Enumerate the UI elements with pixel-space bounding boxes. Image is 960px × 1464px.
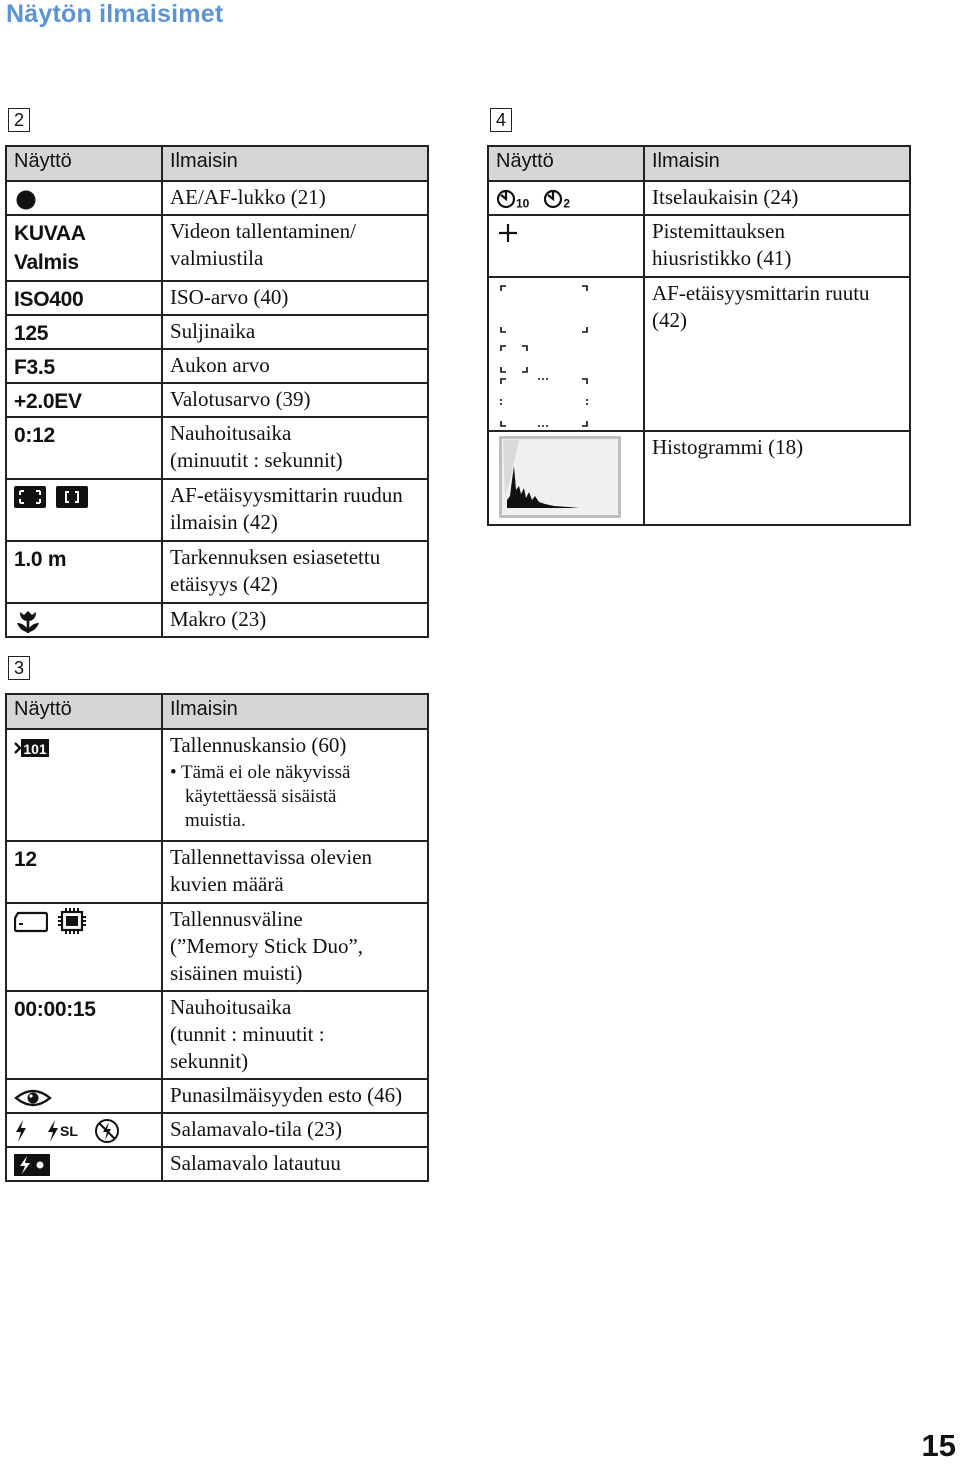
- table-row-text: Salamavalo latautuu: [162, 1147, 428, 1181]
- table-row: [6, 181, 428, 215]
- table-row-text: ISO-arvo (40): [162, 281, 428, 315]
- table-row: [488, 181, 910, 215]
- self-timer-2-icon: [543, 187, 570, 211]
- table-row-text: Tarkennuksen esiasetettu etäisyys (42): [162, 541, 428, 603]
- section-4-number: 4: [490, 108, 512, 132]
- table-row: [6, 903, 428, 991]
- section-4-table: [487, 145, 911, 526]
- table-row-text: Tallennusväline (”Memory Stick Duo”, sisäinen muisti): [162, 903, 428, 991]
- slow-sync-label: SL: [60, 1123, 78, 1139]
- table-row-text: Nauhoitusaika (minuutit : sekunnit): [162, 417, 428, 479]
- table-row: [6, 1113, 428, 1147]
- table-row: [6, 841, 428, 903]
- memory-stick-icon: [14, 911, 48, 933]
- table-row-symbol: KUVAA Valmis: [14, 222, 86, 274]
- page-title: Näytön ilmaisimet: [6, 0, 224, 28]
- af-range-finder-wide-icon: [14, 486, 46, 508]
- svg-text:101: 101: [23, 741, 47, 757]
- table-row: [6, 729, 428, 841]
- table-row-text: AF-etäisyysmittarin ruutu (42): [644, 277, 910, 431]
- self-timer-10-label: 10: [516, 196, 530, 211]
- table-row: [6, 349, 428, 383]
- section-3-number: 3: [8, 656, 30, 680]
- table-header-row: [6, 694, 428, 729]
- header-ilmaisin: Ilmaisin: [162, 694, 428, 729]
- table-row: [6, 417, 428, 479]
- table-row: [488, 277, 910, 431]
- table-row: [6, 215, 428, 281]
- section-3-table: [5, 693, 429, 1182]
- table-row-symbol: +2.0EV: [14, 390, 82, 413]
- table-row: [6, 603, 428, 637]
- table-row: [6, 541, 428, 603]
- ae-af-lock-dot-icon: [14, 188, 38, 212]
- table-row: [6, 1147, 428, 1181]
- table-row: [6, 1079, 428, 1113]
- section-2-table: [5, 145, 429, 638]
- table-row-symbol: F3.5: [14, 356, 55, 379]
- header-naytto: Näyttö: [488, 146, 644, 181]
- macro-flower-icon: [14, 608, 42, 636]
- table-row: [6, 479, 428, 541]
- table-row-text: Valotusarvo (39): [162, 383, 428, 417]
- af-range-finder-frame-icon: [496, 283, 596, 427]
- header-naytto: Näyttö: [6, 146, 162, 181]
- table-row: [6, 315, 428, 349]
- folder-101-icon: [14, 737, 50, 759]
- table-row-text: Makro (23): [162, 603, 428, 637]
- red-eye-reduction-icon: [14, 1086, 52, 1110]
- spot-metering-crosshair-icon: [496, 221, 520, 245]
- flash-auto-icon: [14, 1119, 28, 1143]
- self-timer-2-label: 2: [563, 196, 571, 211]
- table-header-row: [6, 146, 428, 181]
- table-row: [6, 991, 428, 1079]
- table-row-text: Aukon arvo: [162, 349, 428, 383]
- table-row-symbol: 0:12: [14, 424, 55, 447]
- table-row-text: AF-etäisyysmittarin ruudun ilmaisin (42): [162, 479, 428, 541]
- header-ilmaisin: Ilmaisin: [644, 146, 910, 181]
- section-2-number: 2: [8, 108, 30, 132]
- header-ilmaisin: Ilmaisin: [162, 146, 428, 181]
- table-row: [488, 215, 910, 277]
- table-row-text: Tallennuskansio (60): [170, 733, 347, 757]
- table-row-symbol: ISO400: [14, 288, 84, 311]
- flash-charging-icon: [14, 1154, 50, 1176]
- table-row-text: Videon tallentaminen/ valmiustila: [162, 215, 428, 281]
- table-row: [6, 383, 428, 417]
- histogram-icon: [499, 436, 621, 518]
- self-timer-10-icon: [496, 187, 529, 211]
- table-row-text: Histogrammi (18): [644, 431, 910, 525]
- table-row-symbol: 00:00:15: [14, 998, 96, 1021]
- table-row-text: Salamavalo-tila (23): [162, 1113, 428, 1147]
- table-row-text: Suljinaika: [162, 315, 428, 349]
- flash-off-icon: [94, 1118, 120, 1144]
- table-row-text: AE/AF-lukko (21): [162, 181, 428, 215]
- table-row: [488, 431, 910, 525]
- table-row-text: Tallennettavissa olevien kuvien määrä: [162, 841, 428, 903]
- table-row-text: Nauhoitusaika (tunnit : minuutit : sekunnit): [162, 991, 428, 1079]
- table-header-row: [488, 146, 910, 181]
- page-number: 15: [921, 1428, 956, 1463]
- slow-sync-flash-icon: [46, 1119, 78, 1143]
- table-row-text: Punasilmäisyyden esto (46): [162, 1079, 428, 1113]
- header-naytto: Näyttö: [6, 694, 162, 729]
- internal-memory-icon: [58, 908, 86, 934]
- table-row-symbol: 125: [14, 322, 49, 345]
- table-row: [6, 281, 428, 315]
- table-row-symbol: 12: [14, 848, 37, 871]
- table-row-symbol: 1.0 m: [14, 548, 67, 571]
- table-row-text: Pistemittauksen hiusristikko (41): [644, 215, 910, 277]
- af-range-finder-center-icon: [56, 486, 88, 508]
- table-row-note: • Tämä ei ole näkyvissä käytettäessä sisäistä muistia.: [170, 762, 351, 831]
- table-row-text: Itselaukaisin (24): [644, 181, 910, 215]
